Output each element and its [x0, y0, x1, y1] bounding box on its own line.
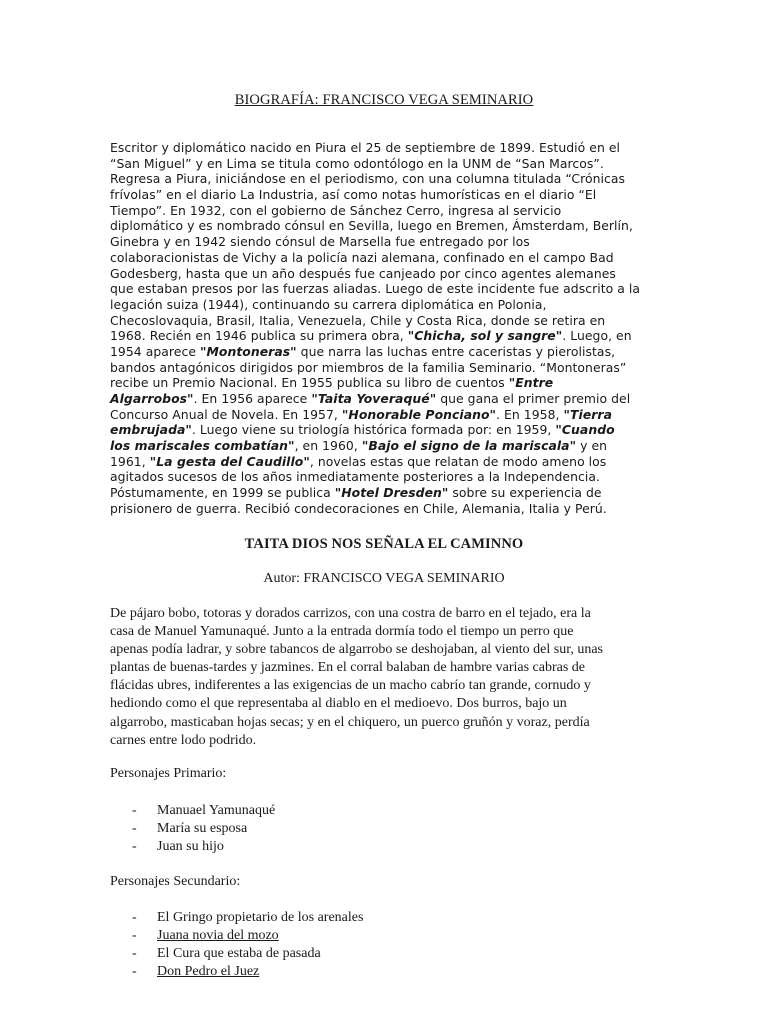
- bio-line: [110, 266, 662, 282]
- bio-text: . En 1958,: [496, 406, 564, 422]
- bio-line: [110, 234, 662, 250]
- bio-text: frívolas” en el diario La Industria, así como notas humorísticas en el diario “El: [110, 187, 597, 203]
- book-title: "Montoneras": [200, 343, 297, 359]
- bio-text: Regresa a Piura, iniciándose en el periodismo, con una columna titulada “Crónicas: [110, 171, 626, 187]
- story-paragraph: [110, 605, 662, 750]
- bio-text: que estaban presos por las fuerzas aliadas. Luego de este incidente fue adscrito a la: [110, 281, 641, 297]
- bio-line: [110, 422, 662, 438]
- story-line: hediondo como el que representaba al diablo en el medioevo. Dos burros, bajo un: [110, 696, 567, 712]
- bio-line: [110, 344, 662, 360]
- secondary-character-item: [110, 945, 363, 963]
- list-dash: -: [132, 946, 137, 961]
- bio-line: [110, 438, 662, 454]
- bio-text: , en 1960,: [294, 438, 362, 454]
- book-title: Algarrobos": [110, 391, 194, 406]
- bio-text: diplomático y es nombrado cónsul en Sevilla, luego en Bremen, Ámsterdam, Berlín,: [110, 218, 633, 234]
- book-title: "Taita Yoveraqué": [311, 391, 437, 406]
- story-line: plantas de buenas-tardes y jazmines. En el corral balaban de hambre varias cabras de: [110, 660, 586, 676]
- primary-characters-list: [110, 802, 275, 856]
- bio-text: Ginebra y en 1942 siendo cónsul de Marsella fue entregado por los: [110, 234, 530, 250]
- bio-line: [110, 485, 662, 501]
- primary-character-item: [110, 802, 275, 820]
- character-name: El Cura que estaba de pasada: [157, 946, 321, 961]
- document-title: BIOGRAFÍA: FRANCISCO VEGA SEMINARIO: [234, 92, 534, 108]
- bio-line: [110, 140, 662, 156]
- bio-text: legación suiza (1944), continuando su carrera diplomática en Polonia,: [110, 296, 547, 312]
- secondary-characters-list: [110, 909, 363, 981]
- list-dash: -: [132, 803, 137, 818]
- bio-line: [110, 218, 662, 234]
- character-name: Manuael Yamunaqué: [157, 803, 276, 818]
- list-dash: -: [132, 839, 137, 854]
- list-dash: -: [132, 964, 137, 979]
- bio-text: 1954 aparece: [110, 343, 200, 359]
- story-title: TAITA DIOS NOS SEÑALA EL CAMINNO: [244, 536, 524, 552]
- primary-character-item: [110, 820, 275, 838]
- book-title: "Cuando: [555, 422, 615, 438]
- book-title: "Chicha, sol y sangre": [407, 328, 563, 344]
- book-title: "Tierra: [563, 406, 613, 422]
- bio-text: bandos antagónicos dirigidos por miembros de la familia Seminario. “Montoneras”: [110, 359, 627, 375]
- character-name: Juan su hijo: [157, 839, 224, 854]
- story-line: De pájaro bobo, totoras y dorados carrizos, con una costra de barro en el tejado, era la: [110, 606, 591, 621]
- secondary-characters-label: Personajes Secundario:: [110, 874, 241, 889]
- bio-text: Concurso Anual de Novela. En 1957,: [110, 406, 342, 422]
- bio-text: , novelas estas que relatan de modo ameno los: [309, 453, 607, 469]
- bio-line: [110, 391, 662, 407]
- bio-line: [110, 407, 662, 423]
- bio-text: 1961,: [110, 453, 150, 469]
- character-name: Juana novia del mozo: [157, 928, 279, 943]
- bio-text: . Luego viene su triología histórica formada por: en 1959,: [191, 422, 556, 438]
- bio-text: agitados sucesos de los años inmediatamente posteriores a la Independencia.: [110, 469, 600, 485]
- bio-line: [110, 156, 662, 172]
- bio-line: [110, 375, 662, 391]
- bio-text: . Luego, en: [562, 328, 632, 344]
- bio-line: [110, 360, 662, 376]
- bio-line: [110, 454, 662, 470]
- secondary-character-item: [110, 963, 363, 981]
- list-dash: -: [132, 821, 137, 836]
- bio-text: y en: [576, 438, 608, 454]
- book-title: "Bajo el signo de la mariscala": [361, 438, 577, 454]
- bio-text: Checoslovaquia, Brasil, Italia, Venezuela, Chile y Costa Rica, donde se retira en: [110, 312, 606, 328]
- bio-line: [110, 313, 662, 329]
- primary-character-item: [110, 838, 275, 856]
- character-name: El Gringo propietario de los arenales: [157, 910, 364, 925]
- bio-text: Escritor y diplomático nacido en Piura el 25 de septiembre de 1899. Estudió en el: [110, 140, 621, 155]
- book-title: "La gesta del Caudillo": [149, 453, 310, 469]
- bio-text: que narra las luchas entre caceristas y pierolistas,: [296, 343, 616, 359]
- story-line: apenas podía ladrar, y sobre tabancos de algarrobo se deshojaban, al viento del sur, unas: [110, 642, 603, 658]
- bio-line: [110, 501, 662, 517]
- bio-text: recibe un Premio Nacional. En 1955 publica su libro de cuentos: [110, 375, 509, 391]
- book-title: "Honorable Ponciano": [341, 406, 497, 422]
- secondary-character-item: [110, 909, 363, 927]
- story-author: Autor: FRANCISCO VEGA SEMINARIO: [263, 571, 505, 586]
- bio-line: [110, 250, 662, 266]
- bio-text: prisionero de guerra. Recibió condecoraciones en Chile, Alemania, Italia y Perú.: [110, 500, 607, 516]
- bio-text: 1968. Recién en 1946 publica su primera obra,: [110, 328, 408, 344]
- bio-text: que gana el primer premio del: [436, 391, 631, 406]
- list-dash: -: [132, 910, 137, 925]
- story-line: casa de Manuel Yamunaqué. Junto a la entrada dormía todo el tiempo un perro que: [110, 624, 574, 640]
- bio-text: sobre su experiencia de: [448, 485, 602, 501]
- book-title: "Entre: [508, 375, 554, 391]
- bio-text: . En 1956 aparece: [193, 391, 312, 406]
- bio-text: Póstumamente, en 1999 se publica: [110, 485, 335, 501]
- character-name: Don Pedro el Juez: [157, 964, 260, 979]
- list-dash: -: [132, 928, 137, 943]
- story-line: carnes entre lodo podrido.: [110, 732, 257, 748]
- character-name: María su esposa: [157, 821, 248, 836]
- bio-line: [110, 187, 662, 203]
- bio-line: [110, 171, 662, 187]
- primary-characters-label: Personajes Primario:: [110, 766, 227, 781]
- bio-text: Tiempo”. En 1932, con el gobierno de Sánchez Cerro, ingresa al servicio: [110, 202, 562, 218]
- bio-text: colaboracionistas de Vichy a la policía nazi alemana, confinado en el campo Bad: [110, 249, 614, 265]
- book-title: embrujada": [110, 422, 192, 438]
- bio-line: [110, 469, 662, 485]
- bio-line: [110, 297, 662, 313]
- biography-paragraph: [110, 140, 662, 517]
- bio-line: [110, 328, 662, 344]
- story-line: algarrobo, masticaban hojas secas; y en el chiquero, un puerco gruñón y voraz, perdía: [110, 714, 590, 730]
- book-title: los mariscales combatían": [110, 438, 295, 454]
- book-title: "Hotel Dresden": [334, 485, 449, 501]
- bio-text: “San Miguel” y en Lima se titula como odontólogo en la UNM de “San Marcos”.: [110, 155, 604, 171]
- story-line: flácidas ubres, indiferentes a las exigencias de un macho cabrío tan grande, cornudo y: [110, 678, 591, 694]
- bio-line: [110, 281, 662, 297]
- bio-text: Godesberg, hasta que un año después fue canjeado por cinco agentes alemanes: [110, 265, 616, 281]
- bio-line: [110, 203, 662, 219]
- secondary-character-item: [110, 927, 363, 945]
